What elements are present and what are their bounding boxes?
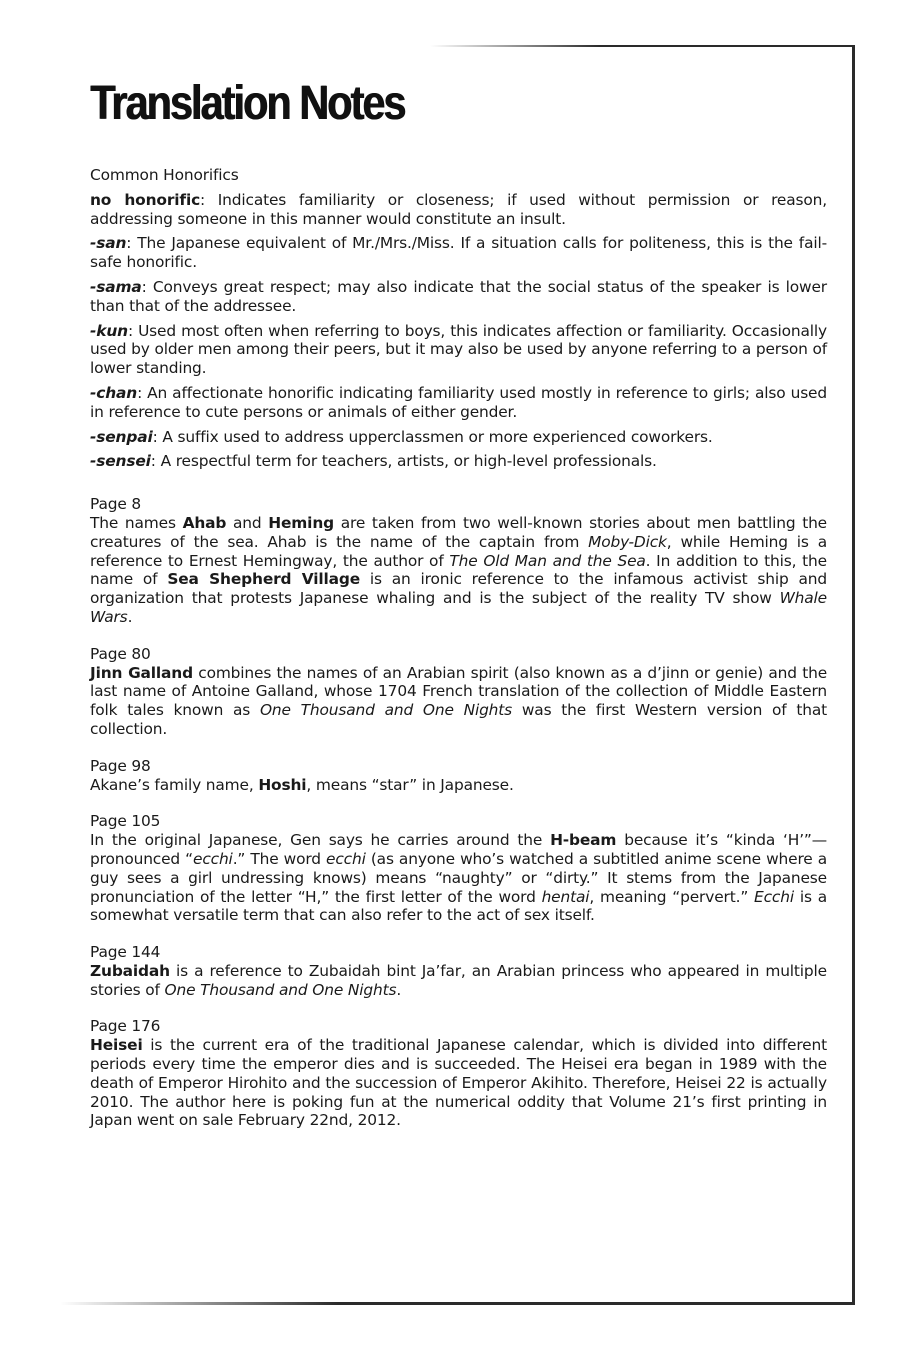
term-label: -san xyxy=(90,234,127,253)
page-note xyxy=(90,757,827,795)
term-definition: Conveys great respect; may also indicate that the social status of the speaker is lower than that of the addressee. xyxy=(90,277,827,315)
term-colon: : xyxy=(150,452,156,471)
page-note xyxy=(90,495,827,627)
term-chan xyxy=(90,384,827,422)
page-frame-right xyxy=(852,45,855,1305)
note-body: In the original Japanese, Gen says he carries around the H-beam because it’s “kinda ‘H’”—pronounced “ecchi.” The word ecchi (as anyone who’s watched a subtitled anime scene where a guy sees a girl undressing knows) means “naughty” or “dirty.” It stems from the Japanese pronunciation of the letter “H,” the first letter of the word hentai, meaning “pervert.” Ecchi is a somewhat versatile term that can also refer to the act of sex itself. xyxy=(90,831,827,925)
note-body: The names Ahab and Heming are taken from two well-known stories about men battling the creatures of the sea. Ahab is the name of the captain from Moby-Dick, while Heming is a reference to Ernest Hemingway, the author of The Old Man and the Sea. In addition to this, the name of Sea Shepherd Village is an ironic reference to the infamous activist ship and organization that protests Japanese whaling and is the subject of the reality TV show Whale Wars. xyxy=(90,513,827,626)
term-kun xyxy=(90,322,827,378)
term-san xyxy=(90,234,827,272)
term-definition: Used most often when referring to boys, this indicates affection or familiarity. Occasionally used by older men among their peers, but it may also be used by anyone referring to a person of lower standing. xyxy=(90,321,827,378)
honorifics-heading: Common Honorifics xyxy=(90,166,239,184)
note-body: Heisei is the current era of the traditional Japanese calendar, which is divided into different periods every time the emperor dies and is succeeded. The Heisei era began in 1989 with the death of Emperor Hirohito and the succession of Emperor Akihito. Therefore, Heisei 22 is actually 2010. The author here is poking fun at the numerical oddity that Volume 21’s first printing in Japan went on sale February 22nd, 2012. xyxy=(90,1036,827,1130)
term-colon: : xyxy=(152,427,158,446)
term-definition: Indicates familiarity or closeness; if used without permission or reason, addressing someone in this manner would constitute an insult. xyxy=(90,190,827,228)
term-label: no honorific xyxy=(90,190,201,209)
page-number: Page 80 xyxy=(90,644,151,663)
term-definition: A suffix used to address upperclassmen or more experienced coworkers. xyxy=(157,427,713,446)
term-sama xyxy=(90,278,827,316)
page-number: Page 105 xyxy=(90,812,161,831)
section-spacer xyxy=(90,477,827,495)
term-label: -sama xyxy=(90,277,142,296)
term-no-honorific xyxy=(90,191,827,229)
term-colon: : xyxy=(200,190,206,209)
page-frame-top xyxy=(430,45,854,47)
page-note xyxy=(90,812,827,925)
term-colon: : xyxy=(141,277,147,296)
page-number: Page 144 xyxy=(90,943,161,962)
term-label: -senpai xyxy=(90,427,153,446)
note-body: Zubaidah is a reference to Zubaidah bint Ja’far, an Arabian princess who appeared in multiple stories of One Thousand and One Nights. xyxy=(90,961,827,999)
term-colon: : xyxy=(126,234,132,253)
term-colon: : xyxy=(137,383,143,402)
page-number: Page 176 xyxy=(90,1017,161,1036)
page-note xyxy=(90,943,827,999)
page-note xyxy=(90,645,827,739)
term-definition: The Japanese equivalent of Mr./Mrs./Miss. If a situation calls for politeness, this is the fail-safe honorific. xyxy=(90,234,827,272)
term-label: -kun xyxy=(90,321,128,340)
page-content xyxy=(90,76,827,1148)
term-label: -sensei xyxy=(90,452,151,471)
term-senpai xyxy=(90,428,827,447)
term-label: -chan xyxy=(90,383,138,402)
page-note xyxy=(90,1017,827,1130)
page-number: Page 98 xyxy=(90,756,151,775)
term-colon: : xyxy=(127,321,133,340)
page-number: Page 8 xyxy=(90,495,142,514)
term-definition: A respectful term for teachers, artists, or high-level professionals. xyxy=(155,452,657,471)
term-definition: An affectionate honorific indicating familiarity used mostly in reference to girls; also used in reference to cute persons or animals of either gender. xyxy=(90,383,827,421)
page-title: Translation Notes xyxy=(90,77,405,130)
page-frame-bottom xyxy=(60,1302,855,1305)
term-sensei xyxy=(90,452,827,471)
note-body: Akane’s family name, Hoshi, means “star” in Japanese. xyxy=(90,775,514,794)
note-body: Jinn Galland combines the names of an Arabian spirit (also known as a d’jinn or genie) and the last name of Antoine Galland, whose 1704 French translation of the collection of Middle Eastern folk tales known as One Thousand and One Nights was the first Western version of that collection. xyxy=(90,663,828,738)
